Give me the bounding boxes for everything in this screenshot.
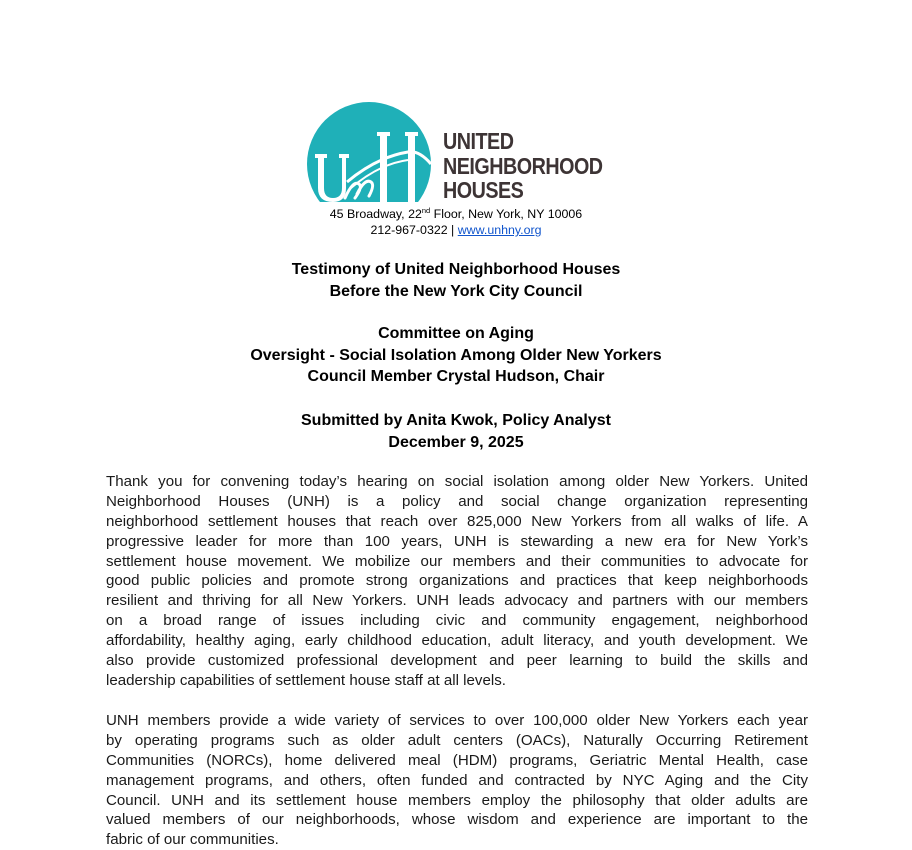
paragraph-line: valued members of our neighborhoods, whose wisdom and experience are important to the: [106, 811, 808, 829]
testimony-title: Testimony of United Neighborhood Houses: [291, 261, 621, 278]
hearing-topic: Oversight - Social Isolation Among Older New Yorkers: [250, 346, 662, 364]
body-paragraph-1: [106, 472, 808, 691]
paragraph-line: by operating programs such as older adult centers (OACs), Naturally Occurring Retirement: [106, 731, 808, 749]
logo-wordmark: [443, 129, 603, 203]
paragraph-line: on a broad range of issues including civic and community engagement, neighborhood: [106, 612, 808, 630]
unh-monogram-icon: [307, 102, 432, 202]
paragraph-line: Communities (NORCs), home delivered meal (HDM) programs, Geriatric Mental Health, case: [106, 751, 808, 769]
paragraph-line: settlement house movement. We mobilize our members and their communities to advocate for: [106, 552, 808, 570]
logo-word-neighborhood: NEIGHBORHOOD: [443, 152, 603, 179]
paragraph-line: Neighborhood Houses (UNH) is a policy and social change organization representing: [106, 492, 808, 510]
paragraph-line: fabric of our communities.: [106, 831, 279, 849]
paragraph-line: UNH members provide a wide variety of services to over 100,000 older New Yorkers each year: [106, 712, 808, 729]
committee-chair: Council Member Crystal Hudson, Chair: [307, 368, 605, 386]
paragraph-line: management programs, and others, often funded and contracted by NYC Aging and the City: [106, 771, 808, 789]
paragraph-line: Council. UNH and its settlement house members employ the philosophy that older adults are: [106, 791, 808, 809]
submission-block: [0, 410, 912, 453]
address-suffix: Floor, New York, NY 10006: [430, 207, 583, 221]
paragraph-line: good public policies and promote strong organizations and practices that keep neighborhoods: [106, 572, 808, 590]
paragraph-line: leadership capabilities of settlement house staff at all levels.: [106, 671, 506, 689]
body-paragraph-2: [106, 711, 808, 850]
paragraph-line: resilient and thriving for all New Yorkers. UNH leads advocacy and partners with our members: [106, 592, 808, 610]
address-line: [0, 206, 912, 222]
title-block: [0, 259, 912, 302]
phone-number: 212-967-0322 |: [370, 223, 458, 237]
unh-logo: [307, 102, 609, 204]
testimony-subtitle: Before the New York City Council: [329, 282, 583, 300]
logo-word-united: UNITED: [443, 128, 514, 154]
paragraph-line: Thank you for convening today’s hearing on social isolation among older New Yorkers. United: [106, 473, 808, 490]
committee-block: [0, 323, 912, 388]
committee-name: Committee on Aging: [378, 325, 534, 342]
paragraph-line: neighborhood settlement houses that reach over 825,000 New Yorkers from all walks of life. A: [106, 512, 808, 530]
website-link[interactable]: www.unhny.org: [457, 223, 542, 237]
paragraph-line: also provide customized professional development and peer learning to build the skills and: [106, 652, 808, 670]
address-superscript: nd: [421, 206, 431, 215]
address-prefix: 45 Broadway, 22: [329, 207, 422, 221]
contact-line: [0, 222, 912, 238]
paragraph-line: affordability, healthy aging, early childhood education, adult literacy, and youth development. We: [106, 632, 808, 650]
submitted-by: Submitted by Anita Kwok, Policy Analyst: [301, 412, 611, 429]
submission-date: December 9, 2025: [388, 433, 524, 451]
paragraph-line: progressive leader for more than 100 years, UNH is stewarding a new era for New York’s: [106, 532, 808, 550]
logo-word-houses: HOUSES: [443, 177, 524, 203]
